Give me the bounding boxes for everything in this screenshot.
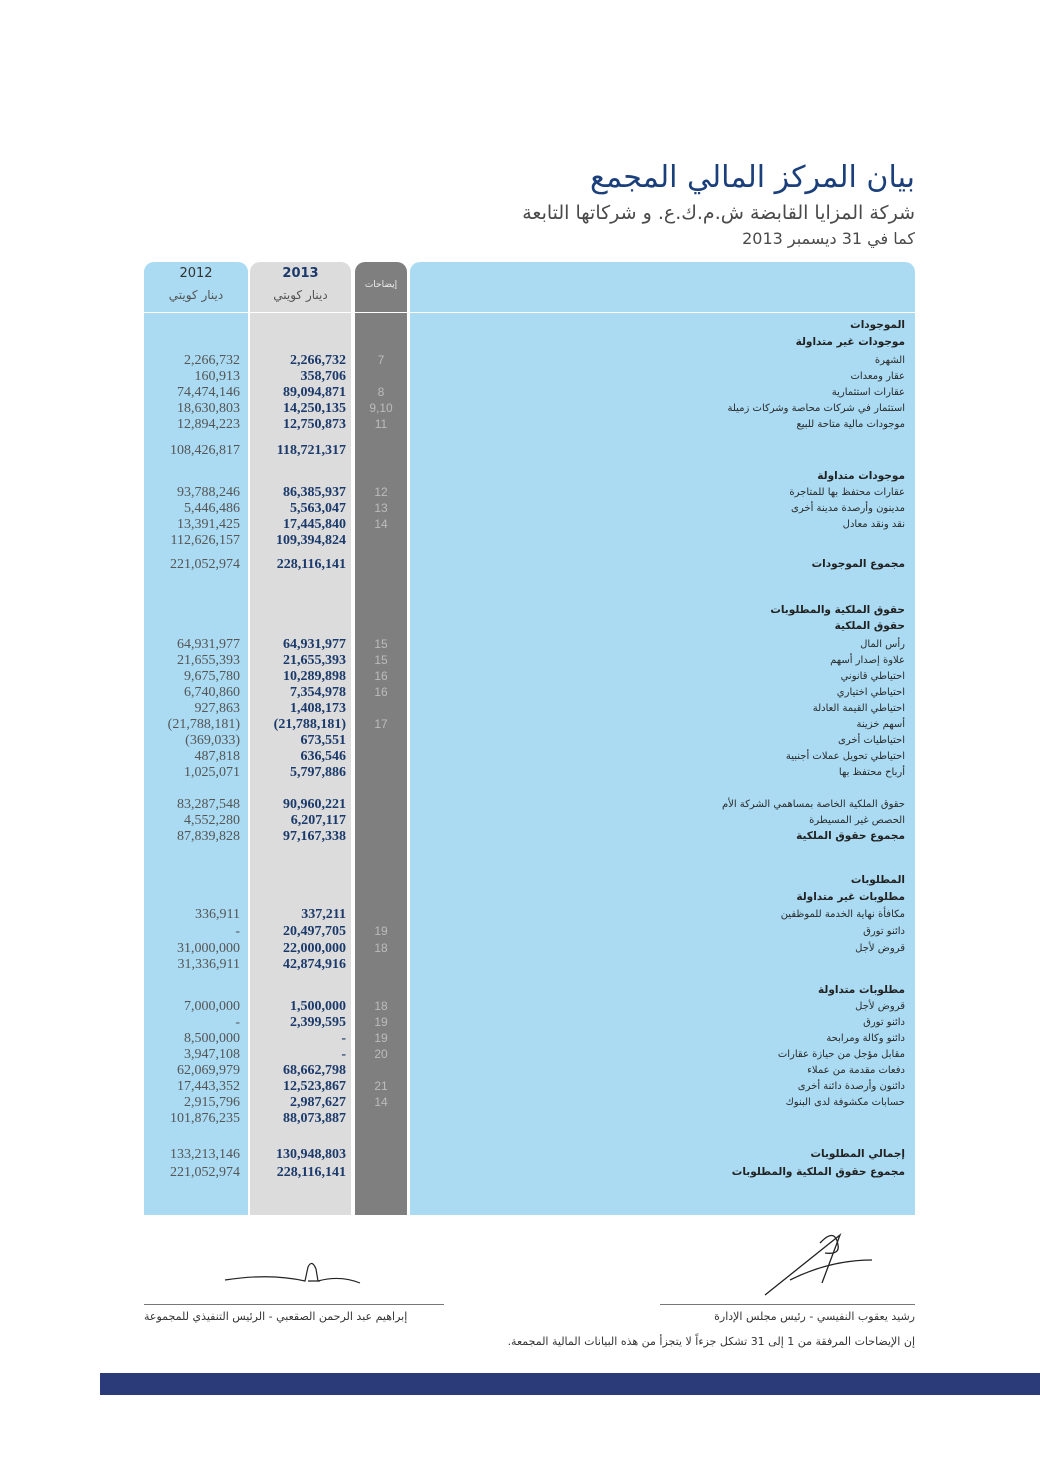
value-2013: 12,523,867 bbox=[283, 1079, 346, 1094]
note-ref: 12 bbox=[374, 485, 388, 499]
value-2013: 2,987,627 bbox=[290, 1095, 346, 1110]
row-label: مقابل مؤجل من حيازة عقارات bbox=[777, 1049, 905, 1060]
row-label: دائنو تورق bbox=[863, 926, 905, 937]
row-label: الشهرة bbox=[874, 355, 905, 366]
row-label: رأس المال bbox=[860, 639, 905, 650]
value-2012: 13,391,425 bbox=[177, 517, 240, 532]
value-2013: 89,094,871 bbox=[283, 385, 346, 400]
row-label: حقوق الملكية bbox=[834, 620, 905, 632]
ceo-signature-icon bbox=[220, 1255, 365, 1295]
row-label: احتياطي قانوني bbox=[840, 671, 905, 682]
row-label: دفعات مقدمة من عملاء bbox=[807, 1065, 905, 1076]
currency-2013-label: دينار كويتي bbox=[273, 288, 328, 302]
row-label: مدينون وأرصدة مدينة أخرى bbox=[791, 503, 905, 514]
note-ref: 11 bbox=[374, 417, 388, 431]
footnote: إن الإيضاحات المرفقة من 1 إلى 31 تشكل جزءاً لا يتجزأ من هذه البيانات المالية المجمعة. bbox=[507, 1335, 915, 1348]
value-2012: 336,911 bbox=[195, 907, 240, 922]
note-ref: 21 bbox=[374, 1079, 388, 1093]
row-label: عقارات محتفظ بها للمتاجرة bbox=[789, 487, 905, 498]
value-2012: (369,033) bbox=[185, 733, 240, 748]
row-label: مجموع حقوق الملكية والمطلوبات bbox=[731, 1166, 905, 1178]
value-2013: 636,546 bbox=[300, 749, 346, 764]
year-2012-label: 2012 bbox=[179, 266, 213, 281]
value-2012: 31,000,000 bbox=[177, 941, 240, 956]
row-label: دائنو تورق bbox=[863, 1017, 905, 1028]
chairman-signature-icon bbox=[760, 1225, 880, 1300]
note-ref: 16 bbox=[374, 685, 388, 699]
value-2013: 337,211 bbox=[301, 907, 346, 922]
row-label: مكافأة نهاية الخدمة للموظفين bbox=[780, 909, 905, 920]
row-label: الموجودات bbox=[850, 319, 905, 331]
value-2013: 228,116,141 bbox=[276, 557, 346, 572]
value-2012: 221,052,974 bbox=[170, 557, 240, 572]
row-label: استثمار في شركات محاصة وشركات زميلة bbox=[727, 403, 905, 414]
value-2012: 101,876,235 bbox=[170, 1111, 240, 1126]
value-2013: 14,250,135 bbox=[283, 401, 346, 416]
row-label: احتياطي القيمة العادلة bbox=[812, 703, 905, 714]
value-2012: 160,913 bbox=[194, 369, 240, 384]
value-2012: 4,552,280 bbox=[184, 813, 240, 828]
value-2013: 228,116,141 bbox=[276, 1165, 346, 1180]
value-2012: (21,788,181) bbox=[167, 717, 240, 732]
value-2013: 10,289,898 bbox=[283, 669, 346, 684]
value-2013: 12,750,873 bbox=[283, 417, 346, 432]
value-2013: 22,000,000 bbox=[283, 941, 346, 956]
row-label: قروض لأجل bbox=[855, 943, 905, 954]
value-2013: 17,445,840 bbox=[283, 517, 346, 532]
value-2013: 88,073,887 bbox=[283, 1111, 346, 1126]
statement-date: كما في 31 ديسمبر 2013 bbox=[742, 229, 915, 248]
note-ref: 14 bbox=[374, 517, 388, 531]
value-2013: 97,167,338 bbox=[283, 829, 346, 844]
value-2013: 7,354,978 bbox=[290, 685, 346, 700]
value-2012: 62,069,979 bbox=[177, 1063, 240, 1078]
note-ref: 17 bbox=[374, 717, 388, 731]
value-2013: 1,408,173 bbox=[290, 701, 346, 716]
value-2012: 3,947,108 bbox=[184, 1047, 240, 1062]
value-2012: 108,426,817 bbox=[170, 443, 240, 458]
row-label: موجودات غير متداولة bbox=[795, 336, 905, 348]
row-label: عقارات استثمارية bbox=[831, 387, 905, 398]
note-ref: 18 bbox=[374, 999, 388, 1013]
value-2013: 5,797,886 bbox=[290, 765, 346, 780]
value-2012: 93,788,246 bbox=[177, 485, 240, 500]
note-ref: 14 bbox=[374, 1095, 388, 1109]
row-label: المطلوبات bbox=[850, 874, 905, 886]
value-2013: 109,394,824 bbox=[276, 533, 346, 548]
notes-column-label: إيضاحات bbox=[364, 280, 398, 290]
header-labels bbox=[410, 262, 915, 313]
value-2013: 86,385,937 bbox=[283, 485, 346, 500]
note-ref: 9,10 bbox=[369, 401, 393, 415]
note-ref: 19 bbox=[374, 1031, 388, 1045]
value-2013: 1,500,000 bbox=[290, 999, 346, 1014]
value-2012: - bbox=[235, 1015, 240, 1030]
value-2013: 2,266,732 bbox=[290, 353, 346, 368]
note-ref: 15 bbox=[374, 653, 388, 667]
value-2013: 68,662,798 bbox=[283, 1063, 346, 1078]
value-2012: 74,474,146 bbox=[177, 385, 240, 400]
value-2013: 673,551 bbox=[300, 733, 346, 748]
statement-title: بيان المركز المالي المجمع bbox=[590, 160, 915, 195]
row-label: مجموع الموجودات bbox=[811, 558, 905, 570]
value-2012: 221,052,974 bbox=[170, 1165, 240, 1180]
row-label: الحصص غير المسيطرة bbox=[809, 815, 905, 826]
value-2012: - bbox=[235, 924, 240, 939]
row-label: مجموع حقوق الملكية bbox=[796, 830, 905, 842]
value-2013: - bbox=[341, 1047, 346, 1062]
value-2013: - bbox=[341, 1031, 346, 1046]
value-2012: 64,931,977 bbox=[177, 637, 240, 652]
value-2013: (21,788,181) bbox=[273, 717, 346, 732]
row-label: احتياطي تحويل عملات أجنبية bbox=[785, 751, 905, 762]
row-label: موجودات مالية متاحة للبيع bbox=[796, 419, 905, 430]
value-2012: 5,446,486 bbox=[184, 501, 240, 516]
value-2013: 21,655,393 bbox=[283, 653, 346, 668]
row-label: حقوق الملكية الخاصة بمساهمي الشركة الأم bbox=[721, 799, 905, 810]
note-ref: 19 bbox=[374, 924, 388, 938]
note-ref: 18 bbox=[374, 941, 388, 955]
row-label: علاوة إصدار أسهم bbox=[830, 655, 905, 666]
ceo-name: إبراهيم عبد الرحمن الصقعبي - الرئيس التنفيذي للمجموعة bbox=[144, 1310, 408, 1323]
value-2013: 20,497,705 bbox=[283, 924, 346, 939]
row-label: أرباح محتفظ بها bbox=[838, 767, 905, 778]
value-2013: 64,931,977 bbox=[283, 637, 346, 652]
value-2012: 9,675,780 bbox=[184, 669, 240, 684]
row-label: حسابات مكشوفة لدى البنوك bbox=[785, 1097, 905, 1108]
row-label: احتياطي اختياري bbox=[836, 687, 905, 698]
row-label: أسهم خزينة bbox=[856, 719, 905, 730]
value-2012: 1,025,071 bbox=[184, 765, 240, 780]
row-label: دائنو وكالة ومرابحة bbox=[826, 1033, 905, 1044]
value-2012: 2,915,796 bbox=[184, 1095, 240, 1110]
row-label: عقار ومعدات bbox=[850, 371, 905, 382]
value-2013: 130,948,803 bbox=[276, 1147, 346, 1162]
row-label: دائنون وأرصدة دائنة أخرى bbox=[797, 1081, 905, 1092]
value-2013: 5,563,047 bbox=[290, 501, 346, 516]
value-2012: 87,839,828 bbox=[177, 829, 240, 844]
value-2013: 42,874,916 bbox=[283, 957, 346, 972]
value-2012: 31,336,911 bbox=[177, 957, 240, 972]
note-ref: 7 bbox=[377, 353, 385, 367]
row-label: إجمالي المطلوبات bbox=[810, 1148, 905, 1160]
value-2012: 112,626,157 bbox=[170, 533, 240, 548]
company-name: شركة المزايا القابضة ش.م.ك.ع. و شركاتها التابعة bbox=[522, 202, 915, 224]
note-ref: 16 bbox=[374, 669, 388, 683]
value-2012: 12,894,223 bbox=[177, 417, 240, 432]
note-ref: 15 bbox=[374, 637, 388, 651]
value-2013: 118,721,317 bbox=[276, 443, 346, 458]
row-label: احتياطيات أخرى bbox=[838, 735, 905, 746]
value-2012: 133,213,146 bbox=[170, 1147, 240, 1162]
value-2012: 2,266,732 bbox=[184, 353, 240, 368]
value-2013: 2,399,595 bbox=[290, 1015, 346, 1030]
row-label: مطلوبات متداولة bbox=[818, 984, 905, 996]
bottom-bar bbox=[100, 1373, 1040, 1395]
value-2012: 6,740,860 bbox=[184, 685, 240, 700]
year-2013-label: 2013 bbox=[282, 266, 319, 281]
value-2012: 83,287,548 bbox=[177, 797, 240, 812]
note-ref: 13 bbox=[374, 501, 388, 515]
value-2012: 17,443,352 bbox=[177, 1079, 240, 1094]
note-ref: 20 bbox=[374, 1047, 388, 1061]
row-label: نقد ونقد معادل bbox=[842, 519, 905, 530]
row-label: حقوق الملكية والمطلوبات bbox=[770, 604, 905, 616]
row-label: موجودات متداولة bbox=[817, 470, 905, 482]
value-2012: 8,500,000 bbox=[184, 1031, 240, 1046]
value-2012: 927,863 bbox=[194, 701, 240, 716]
value-2013: 6,207,117 bbox=[290, 813, 346, 828]
note-ref: 19 bbox=[374, 1015, 388, 1029]
currency-2012-label: دينار كويتي bbox=[168, 288, 224, 302]
value-2012: 18,630,803 bbox=[177, 401, 240, 416]
row-label: قروض لأجل bbox=[855, 1001, 905, 1012]
value-2012: 487,818 bbox=[194, 749, 240, 764]
row-label: مطلوبات غير متداولة bbox=[796, 891, 905, 903]
note-ref: 8 bbox=[377, 385, 385, 399]
value-2013: 90,960,221 bbox=[283, 797, 346, 812]
value-2012: 7,000,000 bbox=[184, 999, 240, 1014]
value-2012: 21,655,393 bbox=[177, 653, 240, 668]
ceo-signature-line bbox=[144, 1304, 444, 1305]
chairman-name: رشيد يعقوب النفيسي - رئيس مجلس الإدارة bbox=[714, 1310, 915, 1323]
value-2013: 358,706 bbox=[300, 369, 346, 384]
chairman-signature-line bbox=[660, 1304, 915, 1305]
